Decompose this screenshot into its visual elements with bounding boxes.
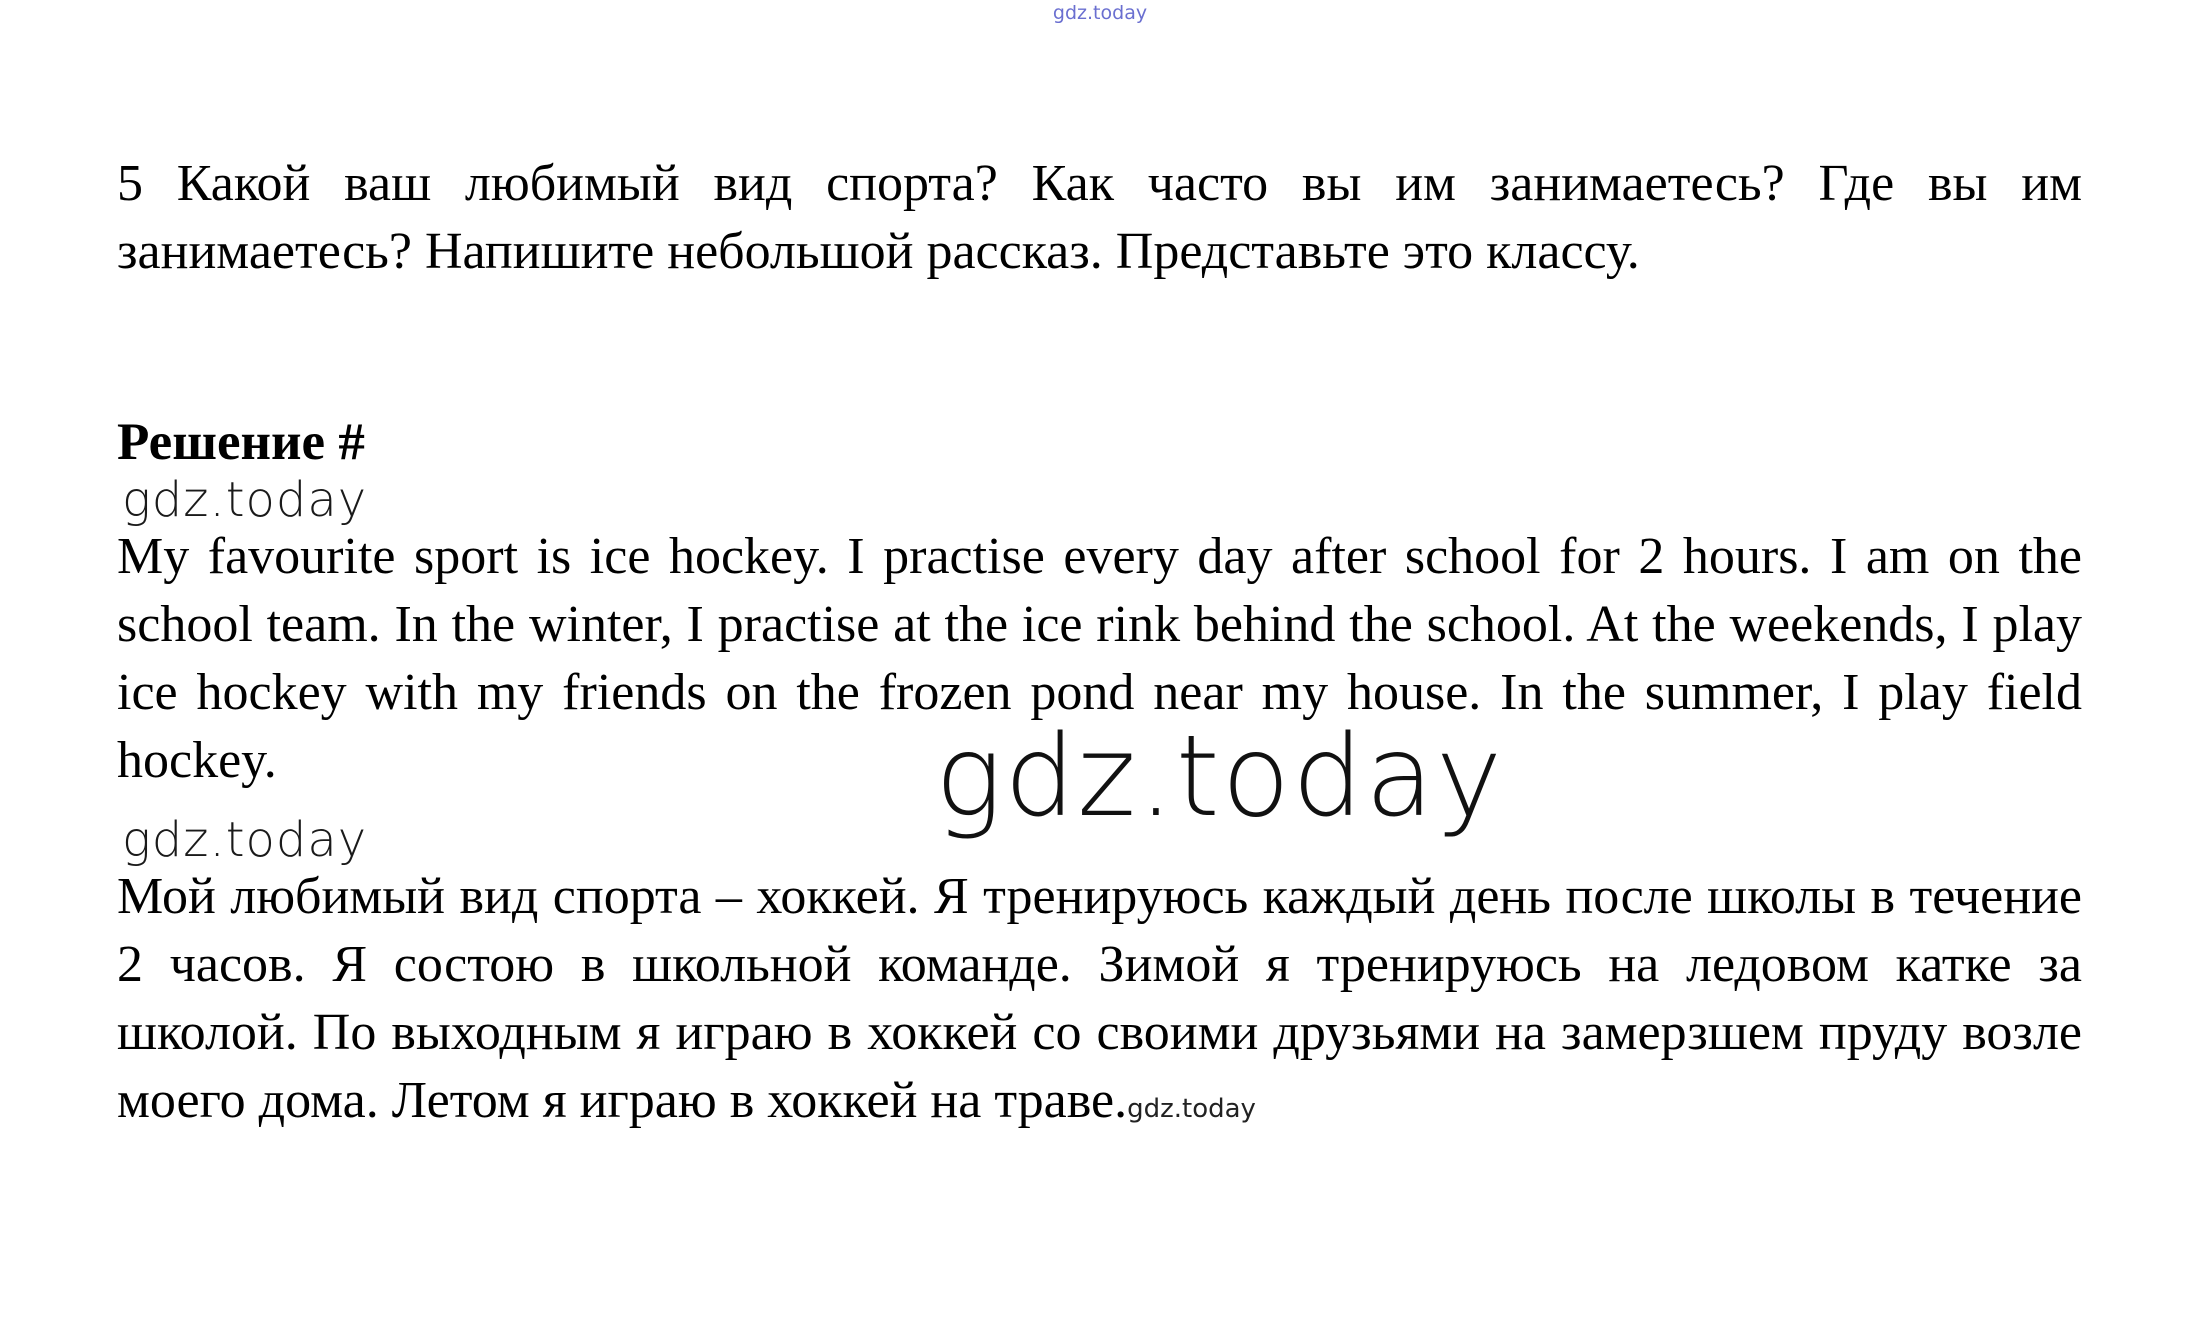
answer-russian xyxy=(117,863,2082,1143)
watermark-small-2: gdz.today xyxy=(122,812,368,868)
watermark-inline: gdz.today xyxy=(1127,1094,1256,1124)
watermark-top: gdz.today xyxy=(1052,2,1148,24)
answer-russian-text: Мой любимый вид спорта – хоккей. Я тренируюсь каждый день после школы в течение 2 часов. Я состою в школьной команде. Зимой я тренируюсь на ледовом катке за школой. По выходным я играю в хоккей со своими друзьями на замерзшем пруду возле моего дома. Летом я играю в хоккей на траве. xyxy=(117,868,2082,1129)
question-text: 5 Какой ваш любимый вид спорта? Как часто вы им занимаетесь? Где вы им занимаетесь? Напишите небольшой рассказ. Представьте это классу. xyxy=(117,155,2082,280)
watermark-small-1: gdz.today xyxy=(122,472,368,528)
answer-english: My favourite sport is ice hockey. I practise every day after school for 2 hours. I am on the school team. In the winter, I practise at the ice rink behind the school. At the weekends, I play ice hockey with my friends on the frozen pond near my house. In the summer, I play field hockey. xyxy=(117,528,2082,789)
watermark-large: gdz.today xyxy=(935,712,1505,842)
solution-heading: Решение # xyxy=(117,413,365,471)
